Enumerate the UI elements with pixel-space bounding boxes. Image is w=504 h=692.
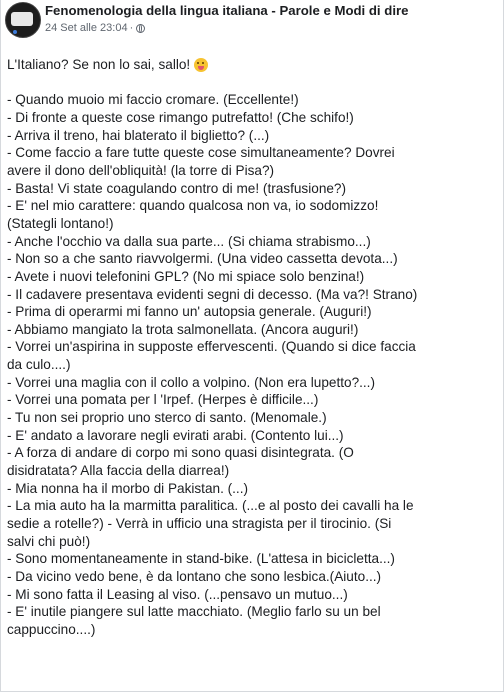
post-line: - Come faccio a fare tutte queste cose simultaneamente? Dovrei <box>7 145 395 161</box>
page-avatar[interactable] <box>5 2 41 38</box>
post-line: - Quando muoio mi faccio cromare. (Eccellente!) <box>7 92 299 108</box>
avatar-dot <box>13 30 17 34</box>
post-line: - Di fronte a queste cose rimango putrefatto! (Che schifo!) <box>7 109 354 125</box>
post-line: - E' nel mio carattere: quando qualcosa non va, io sodomizzo! <box>7 198 379 214</box>
post-lines <box>7 91 493 638</box>
post-header <box>1 0 503 50</box>
globe-icon[interactable] <box>136 24 145 33</box>
post-line: (Stategli lontano!) <box>7 215 114 231</box>
post-line: disidratata? Alla faccia della diarrea!) <box>7 463 230 479</box>
post-line: - Anche l'occhio va dalla sua parte... (Si chiama strabismo...) <box>7 233 371 249</box>
intro-text: L'Italiano? Se non lo sai, sallo! <box>7 57 191 72</box>
post-line: - Vorrei un'aspirina in supposte effervescenti. (Quando si dice faccia <box>7 339 416 355</box>
post-line: - Vorrei una pomata per l 'Irpef. (Herpes è difficile...) <box>7 392 319 408</box>
post-line: - A forza di andare di corpo mi sono quasi disintegrata. (O <box>7 445 354 461</box>
post-line: - Da vicino vedo bene, è da lontano che sono lesbica.(Aiuto...) <box>7 569 382 585</box>
post-line: da culo....) <box>7 357 71 373</box>
post-intro <box>7 56 493 74</box>
avatar-logo <box>11 12 33 26</box>
post-line: - Basta! Vi state coagulando contro di me! (trasfusione?) <box>7 180 347 196</box>
post-line: - Abbiamo mangiato la trota salmonellata. (Ancora auguri!) <box>7 321 359 337</box>
post-line: - Sono momentaneamente in stand-bike. (L'attesa in bicicletta...) <box>7 551 395 567</box>
post-line: - Avete i nuovi telefonini GPL? (No mi spiace solo benzina!) <box>7 268 365 284</box>
winking-tongue-emoji-icon <box>194 58 208 72</box>
post-line: - E' andato a lavorare negli evirati arabi. (Contento lui...) <box>7 427 344 443</box>
post-line: - E' inutile piangere sul latte macchiato. (Meglio farlo su un bel <box>7 604 381 620</box>
post-line: - La mia auto ha la marmitta paralitica. (...e al posto dei cavalli ha le <box>7 498 414 514</box>
post-line: - Mi sono fatta il Leasing al viso. (...pensavo un mutuo...) <box>7 586 348 602</box>
post-meta <box>45 22 145 34</box>
post-line: avere il dono dell'obliquità! (la torre di Pisa?) <box>7 162 275 178</box>
post-body <box>7 56 493 639</box>
paragraph-spacer <box>7 74 493 92</box>
post-line: sedie a rotelle?) - Verrà in ufficio una stragista per il tirocinio. (Si <box>7 516 392 532</box>
post-line: - Prima di operarmi mi fanno un' autopsia generale. (Auguri!) <box>7 304 372 320</box>
post-line: salvi chi può!) <box>7 533 91 549</box>
post-line: - Il cadavere presentava evidenti segni di decesso. (Ma va?! Strano) <box>7 286 418 302</box>
post-line: - Non so a che santo riavvolgermi. (Una video cassetta devota...) <box>7 251 398 267</box>
post-line: - Mia nonna ha il morbo di Pakistan. (...) <box>7 480 249 496</box>
meta-separator: · <box>129 22 134 34</box>
page-name-link[interactable]: Fenomenologia della lingua italiana - Parole e Modi di dire <box>45 3 409 18</box>
post-line: cappuccino....) <box>7 621 96 637</box>
post-line: - Arriva il treno, hai blaterato il biglietto? (...) <box>7 127 270 143</box>
post-line: - Vorrei una maglia con il collo a volpino. (Non era lupetto?...) <box>7 374 375 390</box>
post-timestamp[interactable]: 24 Set alle 23:04 <box>45 22 128 34</box>
post-line: - Tu non sei proprio uno sterco di santo. (Menomale.) <box>7 410 327 426</box>
